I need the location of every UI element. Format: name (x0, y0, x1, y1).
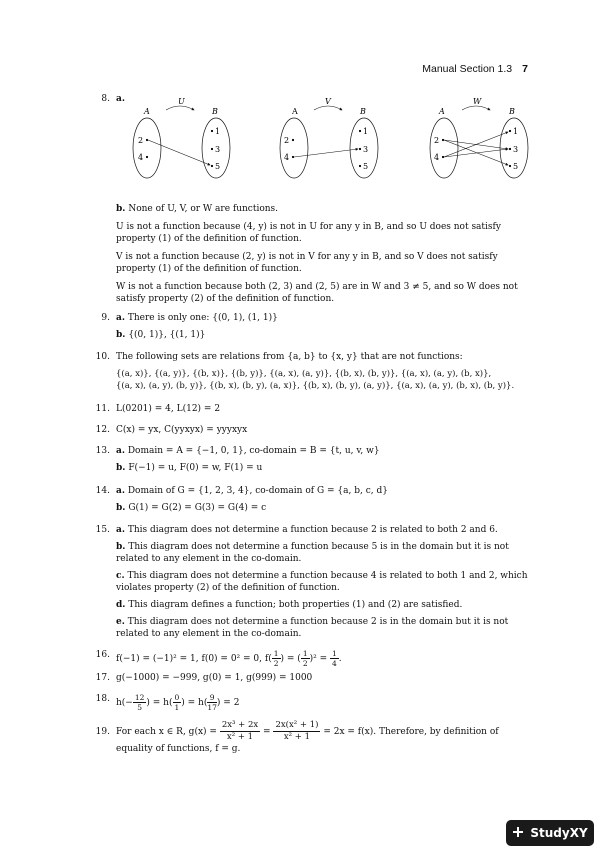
element: 1 (363, 127, 369, 136)
part-label: e. (116, 617, 125, 627)
intro-text: The following sets are relations from {a, b} to {x, y} that are not functions: (116, 352, 463, 362)
fraction: $\frac{1}{2}$ (273, 649, 279, 668)
element: 5 (215, 162, 221, 171)
domain-ellipse (430, 118, 458, 178)
answer-text: None of U, V, or W are functions. (128, 204, 279, 214)
studyxy-badge[interactable] (506, 820, 594, 846)
question-number: 8. (101, 94, 110, 104)
element: 2 (138, 136, 144, 145)
fraction: $\frac{\text{2x³ + 2x}}{\text{x² + 1}}$ (221, 720, 259, 742)
explanation-w: W is not a function because both (2, 3) and (2, 5) are in W and 3 ≠ 5, and so W does not satisfy property (2) of the definition of function. (116, 282, 518, 304)
part-label: b. (116, 542, 126, 552)
page-number: 7 (522, 63, 528, 75)
element: 5 (363, 162, 369, 171)
part-label: a. (116, 94, 125, 104)
badge-label: StudyXY (530, 826, 588, 840)
element: 4 (434, 153, 440, 162)
answer-text: f(−1) = (−1)² = 1, f(0) = 0² = 0, f( $\frac{1}{2}$ ) = ( $\frac{1}{2}$ )² = $\frac{1}{4}$ . (116, 649, 342, 668)
answer-text: This diagram defines a function; both properties (1) and (2) are satisfied. (128, 600, 463, 610)
question-number: 19. (95, 727, 110, 737)
answer-text: L(0201) = 4, L(12) = 2 (116, 404, 221, 414)
answer-text: G(1) = G(2) = G(3) = G(4) = c (128, 503, 267, 513)
question-number: 17. (95, 673, 110, 683)
fraction: $\frac{1}{4}$ (331, 649, 337, 668)
arrow-diagrams (94, 92, 534, 187)
part-label: b. (116, 503, 126, 513)
answer-text: This diagram does not determine a function because 5 is in the domain but it is not related to any element in the co-domain. (116, 542, 509, 564)
part-label: b. (116, 204, 126, 214)
part-label: b. (116, 330, 126, 340)
element: 2 (284, 136, 290, 145)
question-number: 12. (95, 425, 110, 435)
set-label-b: B (212, 107, 218, 116)
set-label-a: A (144, 107, 150, 116)
set-label-a: A (292, 107, 298, 116)
question-number: 10. (95, 352, 110, 362)
answer-text: F(−1) = u, F(0) = w, F(1) = u (128, 463, 263, 473)
section-title: Manual Section 1.3 (422, 63, 513, 75)
set-label-b: B (509, 107, 515, 116)
diagram-w (430, 97, 528, 178)
domain-ellipse (280, 118, 308, 178)
plus-icon (512, 826, 524, 841)
question-8-part-b (94, 203, 534, 303)
question-number: 16. (95, 650, 110, 660)
fraction: $\frac{9}{17}$ (207, 693, 217, 712)
function-label: V (325, 97, 331, 106)
relation-list: {(a, x), (a, y), (b, y)}, {(b, x), (b, y), (a, x)}, {(b, x), (b, y), (a, y)}, {(a, x), (a, y), (b, x), (b, y)}. (116, 381, 515, 391)
function-label: W (473, 97, 482, 106)
element: 4 (284, 153, 290, 162)
explanation-v: V is not a function because (2, y) is not in V for any y in B, and so V does not satisfy property (1) of the definition of function. (116, 252, 498, 274)
set-label-a: A (439, 107, 445, 116)
element: 3 (215, 145, 221, 154)
question-number: 11. (95, 404, 110, 414)
page-header (422, 63, 528, 75)
answer-text: This diagram does not determine a function because 2 is in the domain but it is not related to any element in the co-domain. (116, 617, 509, 639)
part-label: d. (116, 600, 126, 610)
diagram-u (133, 97, 230, 178)
answer-text: This diagram does not determine a function because 2 is related to both 2 and 6. (127, 525, 498, 535)
element: 3 (363, 145, 369, 154)
explanation-u: U is not a function because (4, y) is not in U for any y in B, and so U does not satisfy property (1) of the definition of function. (116, 222, 501, 244)
answer-text: Domain of G = {1, 2, 3, 4}, co-domain of G = {a, b, c, d} (127, 486, 388, 496)
fraction: $\frac{0}{1}$ (174, 693, 180, 712)
answer-text: {(0, 1)}, {(1, 1)} (128, 330, 206, 340)
part-label: a. (116, 486, 125, 496)
fraction: $\frac{1}{2}$ (302, 649, 308, 668)
relation-list: {(a, x)}, {(a, y)}, {(b, x)}, {(b, y)}, {(a, x), (a, y)}, {(b, x), (b, y)}, {(a, x), (a, y), (b, x)}, (116, 369, 492, 379)
part-label: a. (116, 525, 125, 535)
element: 3 (513, 145, 519, 154)
answer-text: There is only one: {(0, 1), (1, 1)} (127, 313, 278, 323)
part-label: c. (116, 571, 125, 581)
domain-ellipse (133, 118, 161, 178)
function-label: U (178, 97, 185, 106)
element: 4 (138, 153, 144, 162)
part-label: a. (116, 446, 125, 456)
set-label-b: B (360, 107, 366, 116)
answer-text: This diagram does not determine a function because 4 is related to both 1 and 2, which violates property (2) of the definition of function. (116, 571, 528, 593)
question-number: 13. (95, 446, 110, 456)
element: 5 (513, 162, 519, 171)
fraction: $\frac{\text{2x(x² + 1)}}{\text{x² + 1}}$ (275, 720, 319, 742)
question-number: 15. (95, 525, 110, 535)
diagram-v (280, 97, 378, 178)
question-number: 14. (95, 486, 110, 496)
answer-text: equality of functions, f = g. (116, 744, 241, 754)
element: 1 (513, 127, 519, 136)
answer-text: Domain = A = {−1, 0, 1}, co-domain = B = {t, u, v, w} (127, 446, 380, 456)
answer-text: h(− $\frac{12}{5}$ ) = h( $\frac{0}{1}$ ) = h( $\frac{9}{17}$ ) = 2 (116, 693, 240, 712)
part-label: b. (116, 463, 126, 473)
answer-text: g(−1000) = −999, g(0) = 1, g(999) = 1000 (116, 673, 313, 683)
question-number: 18. (95, 694, 110, 704)
question-number: 9. (101, 313, 110, 323)
part-label: a. (116, 313, 125, 323)
answer-text: C(x) = yx, C(yyxyx) = yyyxyx (116, 425, 248, 435)
element: 1 (215, 127, 221, 136)
element: 2 (434, 136, 440, 145)
fraction: $\frac{12}{5}$ (134, 693, 145, 712)
